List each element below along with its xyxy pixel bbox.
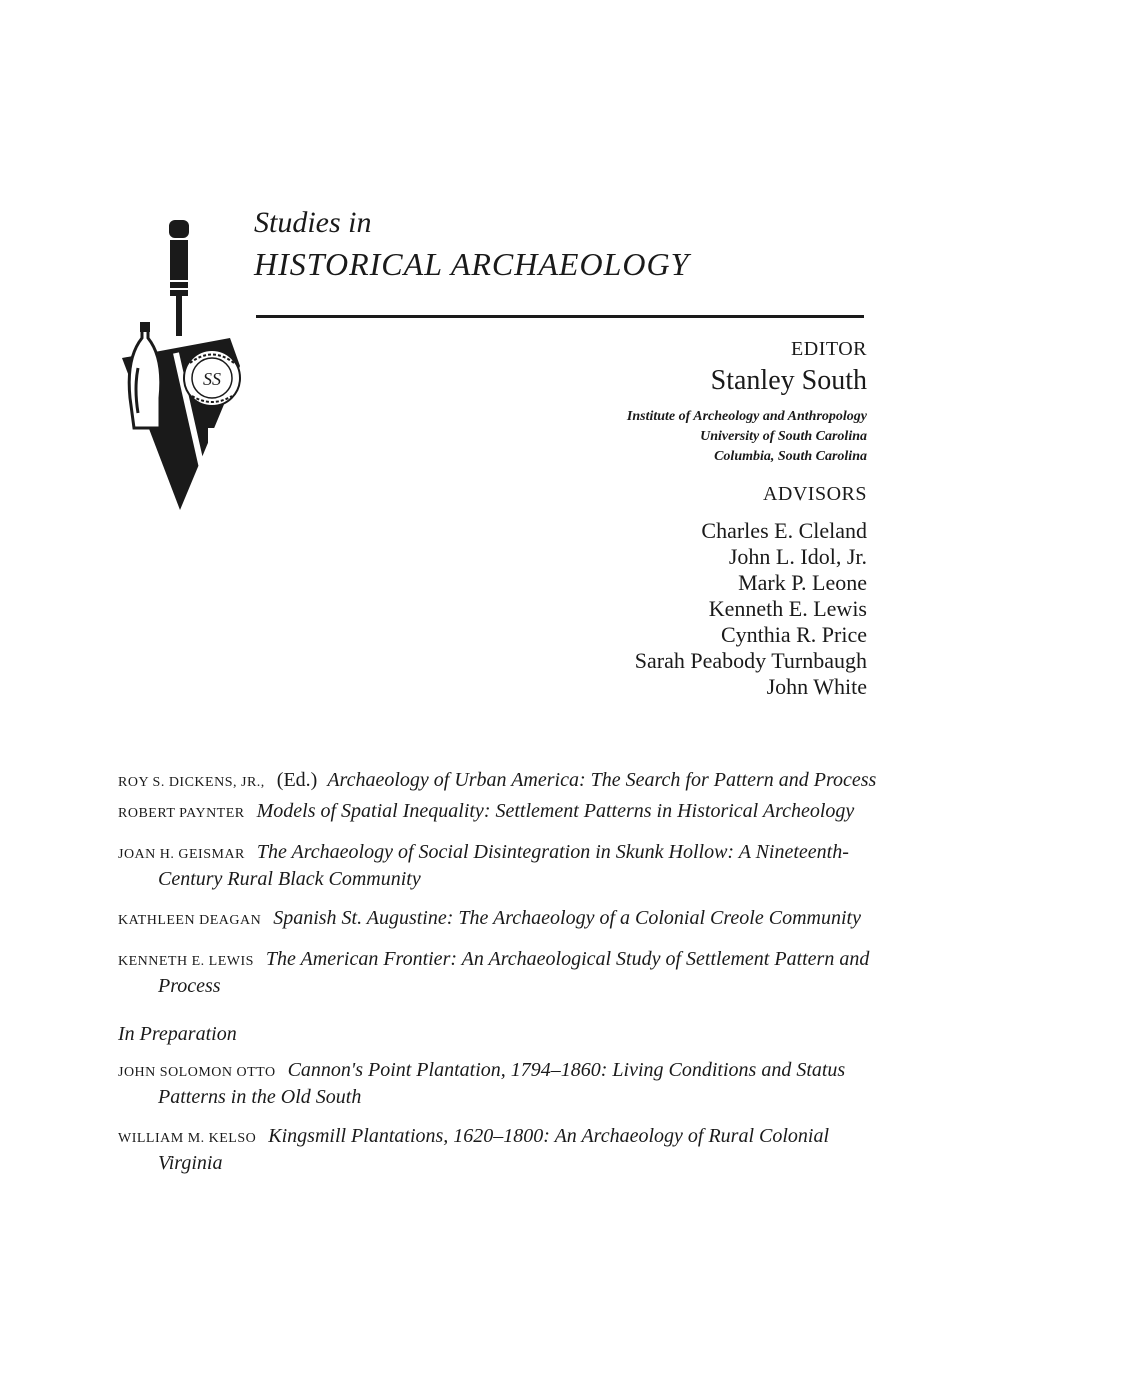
trowel-artifacts-logo-icon (112, 218, 247, 513)
title-rule-divider (256, 315, 864, 318)
in-preparation-label: In Preparation (118, 1023, 237, 1045)
book-title: Spanish St. Augustine: The Archaeology of a Colonial Creole Community (273, 907, 861, 929)
book-entry (118, 840, 878, 892)
svg-text:SS: SS (203, 369, 221, 389)
book-author: WILLIAM M. KELSO (118, 1131, 257, 1146)
book-title: Kingsmill Plantations, 1620–1800: An Archaeology of Rural Colonial Virginia (158, 1125, 830, 1174)
book-entry (118, 799, 878, 826)
advisor-name: John L. Idol, Jr. (728, 544, 867, 569)
advisor-name: John White (766, 674, 867, 699)
advisor-name: Kenneth E. Lewis (708, 596, 867, 621)
advisor-name: Mark P. Leone (738, 570, 867, 595)
advisors-list (627, 518, 867, 700)
book-author: KENNETH E. LEWIS (118, 954, 254, 969)
editor-label: EDITOR (791, 338, 867, 360)
advisor-name: Charles E. Cleland (701, 518, 867, 543)
affiliation-line: Columbia, South Carolina (714, 449, 867, 464)
advisor-name: Sarah Peabody Turnbaugh (634, 648, 867, 673)
series-title-line2: HISTORICAL ARCHAEOLOGY (254, 246, 690, 282)
advisors-label: ADVISORS (762, 483, 867, 505)
book-author: ROY S. DICKENS, JR., (118, 775, 265, 790)
series-logo (112, 218, 247, 513)
book-entry (118, 1058, 878, 1110)
editor-affiliation (627, 407, 867, 467)
series-title-line1: Studies in (254, 206, 372, 239)
book-entry (118, 1124, 878, 1176)
book-entry (118, 947, 878, 999)
book-entry (118, 768, 878, 795)
editor-advisors-block (627, 338, 867, 700)
affiliation-line: Institute of Archeology and Anthropology (626, 409, 867, 424)
book-author: JOAN H. GEISMAR (118, 847, 245, 862)
book-title: The American Frontier: An Archaeological Study of Settlement Pattern and Process (158, 948, 870, 997)
book-editor-note: (Ed.) (276, 769, 318, 791)
book-author: JOHN SOLOMON OTTO (118, 1065, 276, 1080)
book-title: Cannon's Point Plantation, 1794–1860: Living Conditions and Status Patterns in the Old South (158, 1059, 846, 1108)
book-list (118, 768, 878, 1176)
book-author: ROBERT PAYNTER (118, 806, 245, 821)
series-title (254, 208, 689, 280)
book-title: Models of Spatial Inequality: Settlement Patterns in Historical Archeology (256, 800, 855, 822)
advisor-name: Cynthia R. Price (720, 622, 867, 647)
affiliation-line: University of South Carolina (700, 429, 867, 444)
book-author: KATHLEEN DEAGAN (118, 913, 262, 928)
book-title: Archaeology of Urban America: The Search for Pattern and Process (327, 769, 877, 791)
book-entry (118, 906, 878, 933)
editor-name: Stanley South (710, 365, 867, 396)
book-title: The Archaeology of Social Disintegration in Skunk Hollow: A Nineteenth-Century Rural Black Community (158, 841, 849, 890)
